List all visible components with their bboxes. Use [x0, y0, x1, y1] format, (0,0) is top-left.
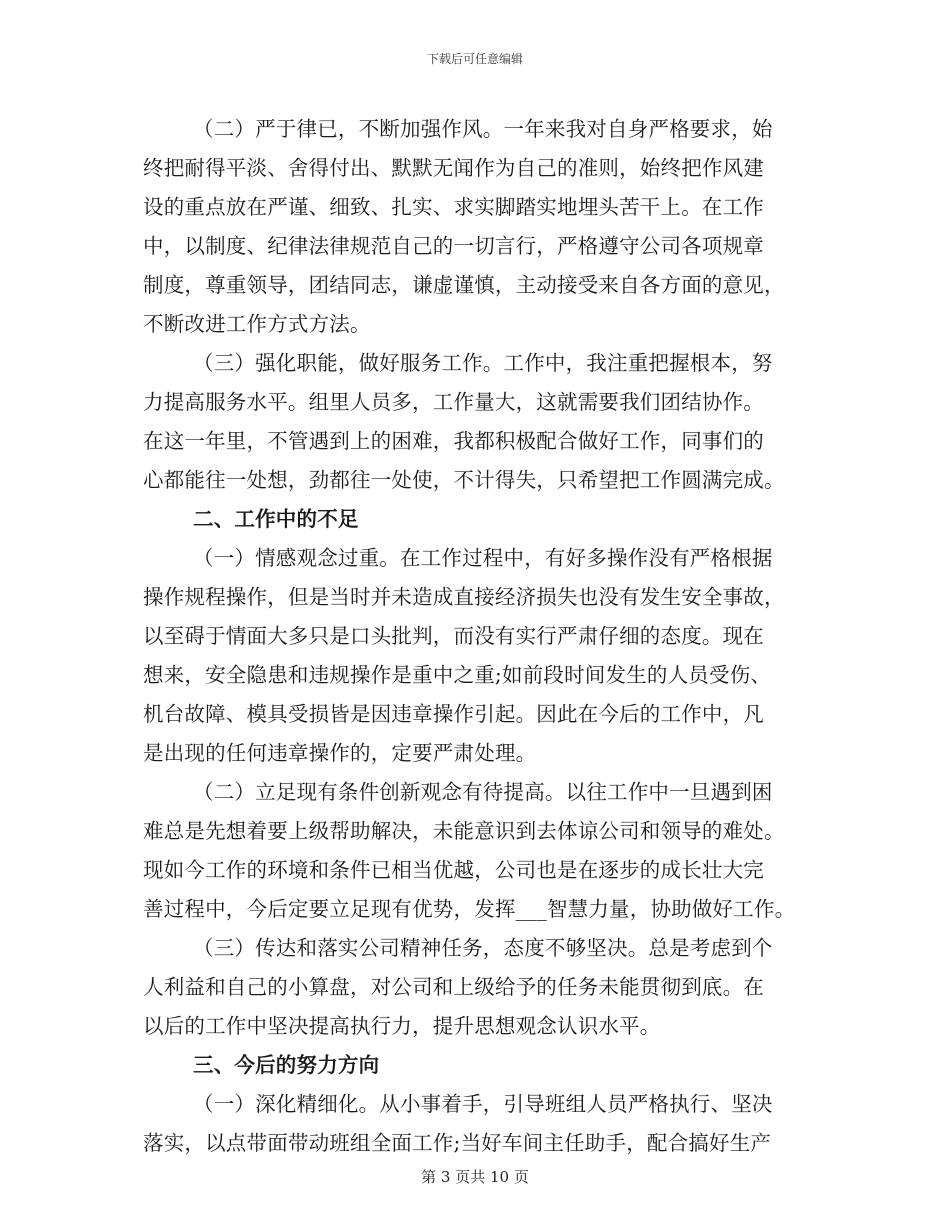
paragraph-line: 落实，以点带面带动班组全面工作;当好车间主任助手，配合搞好生产: [143, 1131, 772, 1155]
section-heading: 二、工作中的不足: [193, 507, 359, 531]
paragraph-line: 制度，尊重领导，团结同志，谦虚谨慎，主动接受来自各方面的意见，: [143, 273, 785, 297]
paragraph-line: （二）严于律已，不断加强作风。一年来我对自身严格要求，始: [193, 117, 773, 141]
paragraph-line: 以后的工作中坚决提高执行力，提升思想观念认识水平。: [143, 1014, 661, 1038]
paragraph-line: 善过程中，今后定要立足现有优势，发挥___智慧力量，协助做好工作。: [143, 897, 796, 921]
paragraph-line: 在这一年里，不管遇到上的困难，我都积极配合做好工作，同事们的: [143, 429, 764, 453]
paragraph-line: 机台故障、模具受损皆是因违章操作引起。因此在今后的工作中，凡: [143, 702, 764, 726]
paragraph-line: （三）传达和落实公司精神任务，态度不够坚决。总是考虑到个: [193, 936, 773, 960]
paragraph-line: （一）情感观念过重。在工作过程中，有好多操作没有严格根据: [193, 546, 773, 570]
page-footer: 第 3 页共 10 页: [421, 1168, 529, 1186]
paragraph-line: （二）立足现有条件创新观念有待提高。以往工作中一旦遇到困: [193, 780, 773, 804]
document-body: [143, 110, 823, 1163]
page-header: 下载后可任意编辑: [426, 52, 523, 66]
paragraph-line: 人利益和自己的小算盘，对公司和上级给予的任务未能贯彻到底。在: [143, 975, 764, 999]
paragraph-line: 不断改进工作方式方法。: [143, 312, 371, 336]
paragraph-line: （一）深化精细化。从小事着手，引导班组人员严格执行、坚决: [193, 1092, 773, 1116]
paragraph-line: 操作规程操作，但是当时并未造成直接经济损失也没有发生安全事故，: [143, 585, 785, 609]
paragraph-line: 现如今工作的环境和条件已相当优越，公司也是在逐步的成长壮大完: [143, 858, 764, 882]
section-heading: 三、今后的努力方向: [193, 1053, 380, 1077]
paragraph-line: 想来，安全隐患和违规操作是重中之重;如前段时间发生的人员受伤、: [143, 663, 772, 687]
paragraph-line: 难总是先想着要上级帮助解决，未能意识到去体谅公司和领导的难处。: [143, 819, 785, 843]
paragraph-line: 终把耐得平淡、舍得付出、默默无闻作为自己的准则，始终把作风建: [143, 156, 764, 180]
paragraph-line: 力提高服务水平。组里人员多，工作量大，这就需要我们团结协作。: [143, 390, 764, 414]
paragraph-line: 中，以制度、纪律法律规范自己的一切言行，严格遵守公司各项规章: [143, 234, 764, 258]
paragraph-line: 是出现的任何违章操作的，定要严肃处理。: [143, 741, 537, 765]
paragraph-line: 心都能往一处想，劲都往一处使，不计得失，只希望把工作圆满完成。: [143, 468, 785, 492]
paragraph-line: 以至碍于情面大多只是口头批判，而没有实行严肃仔细的态度。现在: [143, 624, 764, 648]
paragraph-line: （三）强化职能，做好服务工作。工作中，我注重把握根本，努: [193, 351, 773, 375]
paragraph-line: 设的重点放在严谨、细致、扎实、求实脚踏实地埋头苦干上。在工作: [143, 195, 764, 219]
